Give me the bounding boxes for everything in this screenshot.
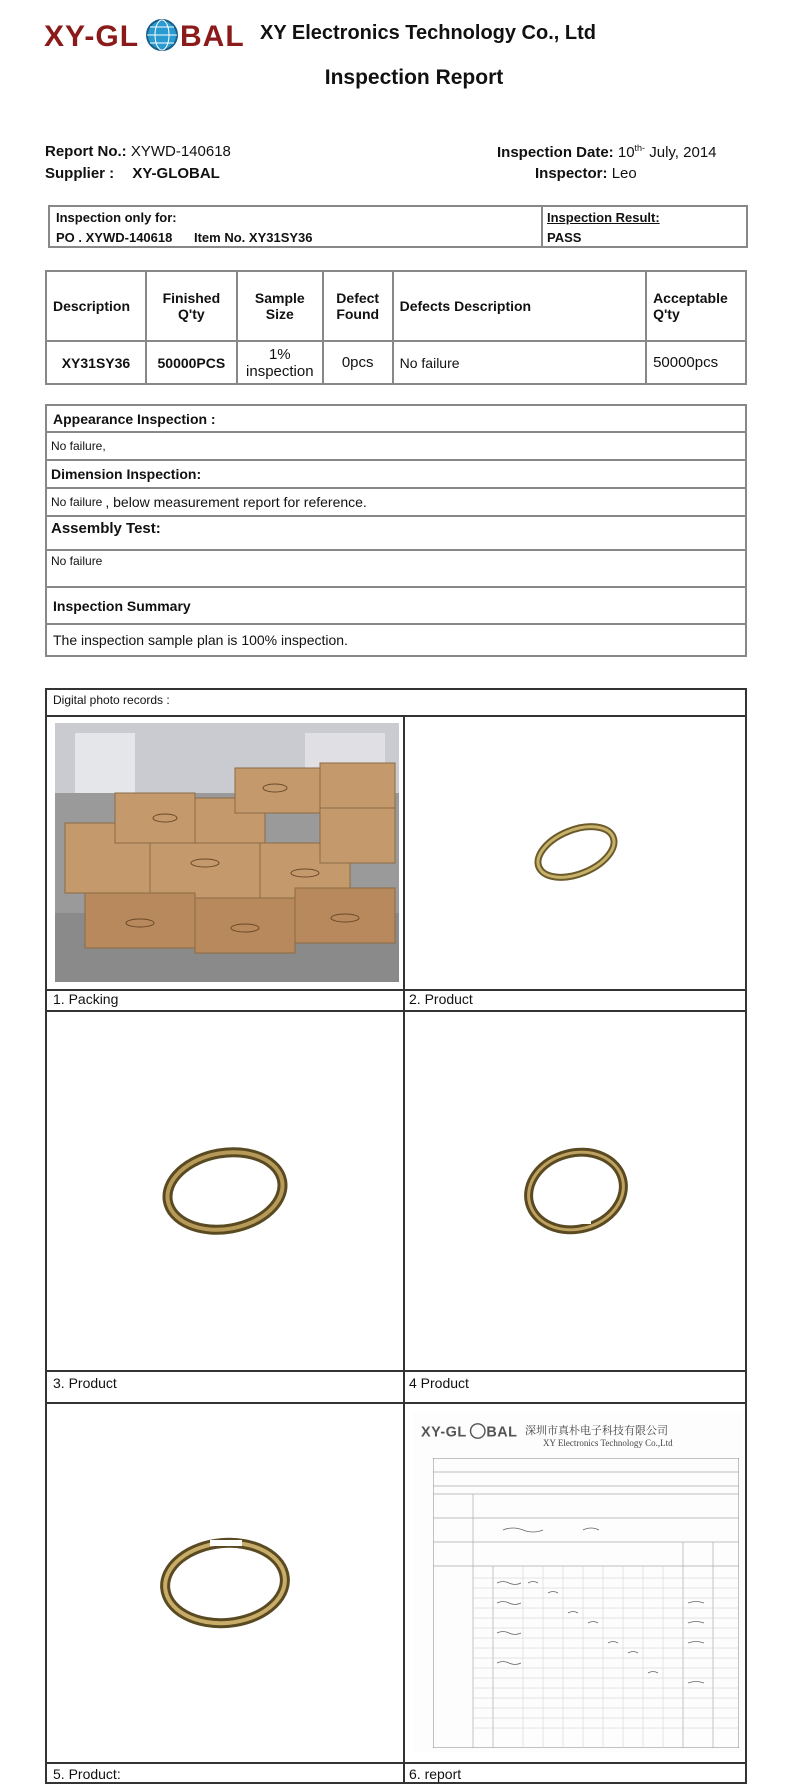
report-title: Inspection Report xyxy=(324,66,504,89)
po-value: XYWD-140618 xyxy=(85,230,173,245)
cell-sample: 1% inspection xyxy=(237,341,323,384)
supplier-value: XY-GLOBAL xyxy=(132,165,220,182)
dimension-text: No failure , below measurement report for reference. xyxy=(47,487,745,515)
table-row xyxy=(46,341,746,384)
inspection-table xyxy=(45,270,747,385)
inspection-date-label: Inspection Date: xyxy=(497,144,614,161)
photo-records xyxy=(45,688,747,1784)
inspection-result-label: Inspection Result: xyxy=(547,210,660,225)
inspection-date-day: 10 xyxy=(617,144,635,161)
col-defects-description: Defects Description xyxy=(393,271,646,341)
inspection-result-value: PASS xyxy=(547,230,582,245)
po-label: PO . xyxy=(56,230,83,245)
inspection-sections xyxy=(45,404,747,657)
appearance-title: Appearance Inspection : xyxy=(53,410,216,427)
inspector-value: Leo xyxy=(611,165,637,182)
appearance-text: No failure, xyxy=(47,431,745,459)
cell-defect: 0pcs xyxy=(323,341,393,384)
ring-image xyxy=(155,1528,295,1638)
svg-text:BAL: BAL xyxy=(180,20,245,53)
box-divider xyxy=(541,207,543,246)
po-line xyxy=(56,230,313,245)
table-header-row xyxy=(46,271,746,341)
caption-1: 1. Packing xyxy=(53,991,119,1007)
caption-2: 2. Product xyxy=(409,991,473,1007)
item-label: Item No. xyxy=(193,230,246,245)
photo-product-5 xyxy=(47,1404,403,1762)
item-value: XY31SY36 xyxy=(248,230,313,245)
report-en-title: XY Electronics Technology Co.,Ltd xyxy=(543,1438,673,1448)
assembly-title: Assembly Test: xyxy=(47,515,745,549)
caption-3: 3. Product xyxy=(53,1375,117,1391)
caption-6: 6. report xyxy=(409,1766,462,1782)
company-name: XY Electronics Technology Co., Ltd xyxy=(260,22,596,44)
assembly-text: No failure xyxy=(47,549,745,586)
photo-product-4 xyxy=(405,1012,747,1370)
col-finished: Finished Q'ty xyxy=(146,271,237,341)
report-scan xyxy=(413,1412,743,1752)
cell-description: XY31SY36 xyxy=(46,341,146,384)
ring-image xyxy=(516,807,636,897)
caption-4: 4 Product xyxy=(409,1375,469,1391)
inspection-for-label: Inspection only for: xyxy=(56,210,177,225)
svg-text:XY-GL: XY-GL xyxy=(421,1424,467,1441)
ring-image xyxy=(516,1136,636,1246)
supplier-line xyxy=(45,165,220,182)
inspection-date-rest: July, 2014 xyxy=(649,144,717,161)
col-description: Description xyxy=(46,271,146,341)
col-defect: Defect Found xyxy=(323,271,393,341)
report-form-grid xyxy=(433,1458,739,1748)
photo-product-3 xyxy=(47,1012,403,1370)
report-no-line xyxy=(45,143,231,160)
photo-packing xyxy=(55,723,399,982)
cell-acceptable: 50000pcs xyxy=(646,341,746,384)
inspector-label: Inspector: xyxy=(535,165,608,182)
supplier-label: Supplier : xyxy=(45,165,115,182)
photo-report xyxy=(413,1406,743,1760)
ring-image xyxy=(155,1136,295,1246)
report-logo xyxy=(421,1420,521,1442)
report-cn-title: 深圳市真朴电子科技有限公司 xyxy=(525,1424,668,1437)
packing-image xyxy=(55,723,399,982)
summary-title: Inspection Summary xyxy=(47,586,745,623)
col-acceptable: Acceptable Q'ty xyxy=(646,271,746,341)
inspection-date-line xyxy=(497,143,717,161)
inspector-line xyxy=(535,165,637,182)
inspection-date-sup: th- xyxy=(634,143,646,153)
report-no-label: Report No.: xyxy=(45,143,127,160)
svg-text:XY-GL: XY-GL xyxy=(44,20,140,53)
photo-records-header: Digital photo records : xyxy=(53,693,170,707)
cell-finished: 50000PCS xyxy=(146,341,237,384)
dimension-title: Dimension Inspection: xyxy=(47,459,745,487)
inspection-for-box xyxy=(48,205,748,248)
report-no-value: XYWD-140618 xyxy=(130,143,231,160)
photo-product-2 xyxy=(405,717,747,987)
caption-5: 5. Product: xyxy=(53,1766,121,1782)
company-logo xyxy=(44,14,252,56)
cell-defects-description: No failure xyxy=(393,341,646,384)
summary-text: The inspection sample plan is 100% inspection. xyxy=(47,623,745,655)
col-sample: Sample Size xyxy=(237,271,323,341)
svg-text:BAL: BAL xyxy=(486,1424,518,1441)
